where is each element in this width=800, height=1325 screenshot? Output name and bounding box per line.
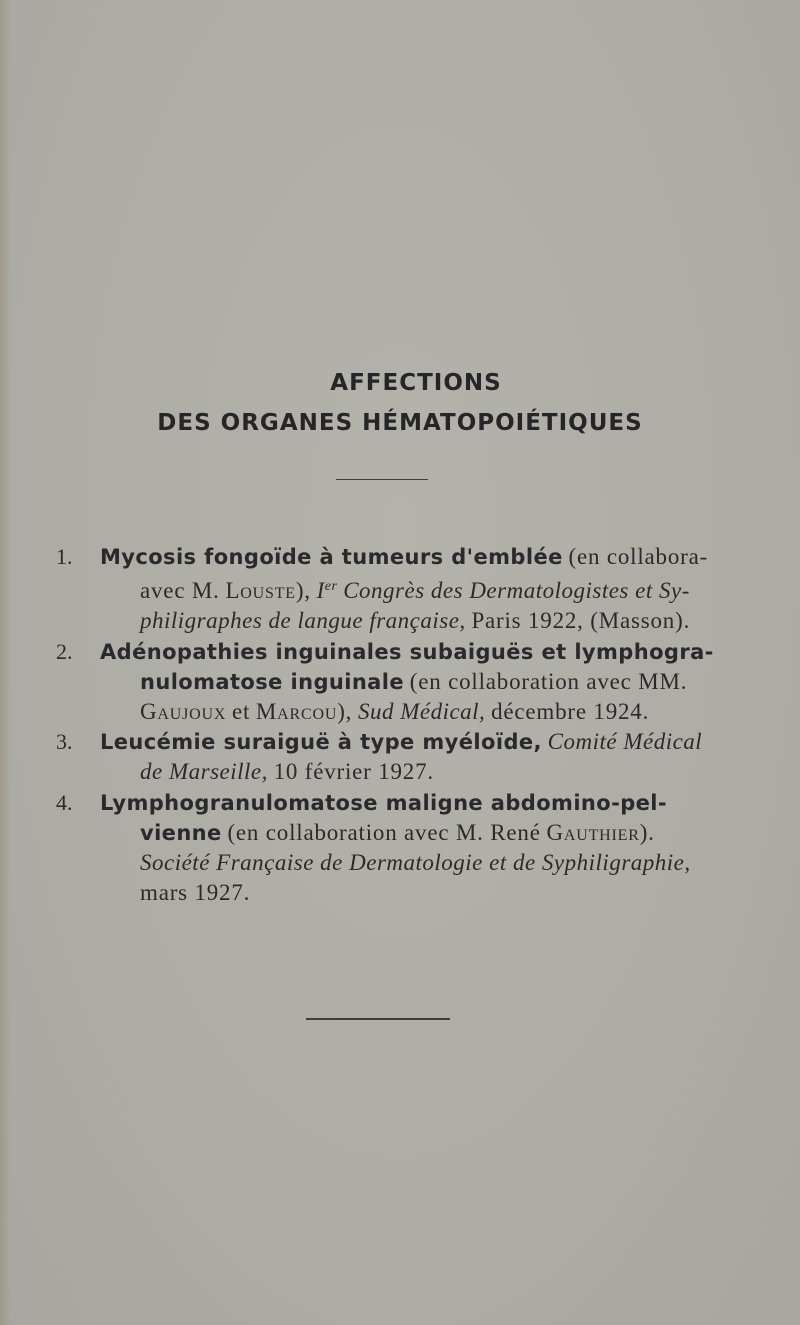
item-line (100, 788, 720, 818)
item-date: mars 1927. (140, 880, 251, 906)
item-note: ). (639, 819, 655, 845)
item-line (100, 606, 720, 636)
author-name: Gauthier (546, 819, 640, 845)
venue-prefix: I (316, 578, 325, 604)
item-note: (en collabora- (568, 544, 709, 569)
publication-item-4 (56, 788, 720, 909)
item-venue: philigraphes de langue française, (140, 608, 466, 634)
item-title: vienne (140, 820, 222, 845)
item-number: 1. (56, 544, 73, 569)
section-title-line-1: AFFECTIONS (330, 370, 502, 396)
item-venue: Société Française de Dermatologie et de Syphiligraphie, (140, 850, 691, 876)
item-note: avec M. (140, 578, 220, 604)
item-venue: de Marseille, (140, 759, 268, 785)
item-number: 2. (56, 638, 73, 664)
item-title: Mycosis fongoïde à tumeurs d'emblée (100, 545, 563, 569)
publication-item-1 (56, 542, 720, 637)
author-name: Louste (225, 578, 296, 604)
section-title-line-2: DES ORGANES HÉMATOPOIÉTIQUES (157, 410, 643, 436)
item-line (100, 878, 720, 908)
item-line (100, 727, 720, 757)
item-number: 4. (56, 789, 73, 815)
item-line (100, 572, 720, 606)
item-title: nulomatose inguinale (140, 669, 404, 694)
title-divider (336, 479, 428, 480)
item-date: 10 février 1927. (273, 759, 434, 785)
item-line (100, 637, 720, 667)
item-title: Leucémie suraiguë à type myéloïde, (100, 730, 542, 755)
item-line (100, 818, 720, 848)
item-date: Paris 1922, (Masson). (471, 608, 691, 634)
item-note: (en collaboration avec MM. (409, 668, 688, 694)
item-number: 3. (56, 729, 73, 755)
item-line (100, 667, 720, 697)
item-line (100, 697, 720, 727)
item-note: ), (337, 699, 353, 725)
page-edge (0, 0, 10, 1325)
venue-superscript: er (324, 579, 338, 595)
end-divider (306, 1018, 450, 1020)
item-title: Adénopathies inguinales subaiguës et lymphogra- (100, 639, 714, 664)
item-line (100, 757, 720, 787)
item-title: Lymphogranulomatose maligne abdomino-pel- (100, 790, 668, 815)
item-note: ), (295, 578, 311, 604)
item-line (100, 542, 720, 572)
publication-list (56, 542, 720, 908)
item-line (100, 848, 720, 878)
item-note: et (231, 699, 251, 725)
item-date: décembre 1924. (491, 699, 650, 725)
item-note: (en collaboration avec M. René (227, 819, 541, 845)
publication-item-2 (56, 637, 720, 728)
item-venue: Sud Médical, (357, 699, 486, 725)
item-venue: Congrès des Dermatologistes et Sy- (343, 578, 690, 604)
item-venue: Comité Médical (547, 729, 703, 755)
publication-item-3 (56, 727, 720, 787)
author-name: Gaujoux (140, 699, 227, 725)
author-name: Marcou (255, 699, 338, 725)
